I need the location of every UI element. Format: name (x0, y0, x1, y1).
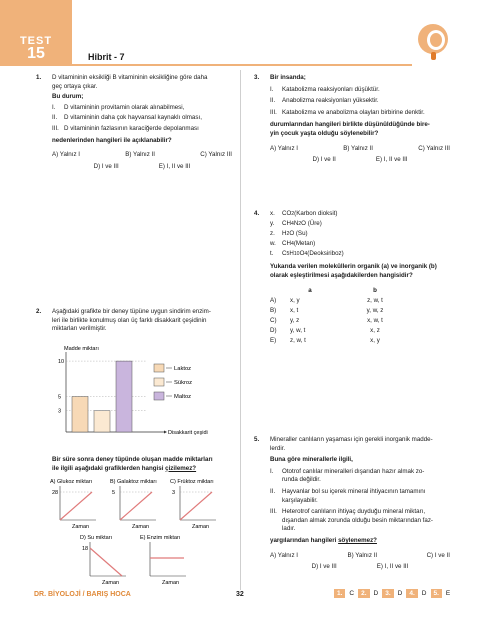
answer-number: 4. (406, 589, 417, 598)
mini-series-line (120, 492, 152, 520)
table-row[interactable]: C) y, z x, w, t (270, 316, 383, 324)
legend-swatch (154, 378, 164, 386)
legend-label: Sükroz (174, 380, 193, 386)
statement-item: II. D vitamininin daha çok hayvansal kaynaklı olması, (52, 114, 202, 122)
options-row (270, 156, 450, 165)
question-emphasis: söylenemez? (338, 536, 377, 544)
option-e[interactable]: E) I, II ve III (376, 563, 409, 571)
question-2-prompt (52, 456, 232, 473)
mini-x-label: Zaman (132, 524, 150, 530)
options-row (270, 552, 450, 561)
tick-label: 5 (58, 394, 62, 401)
mini-chart-title: A) Glukoz miktarı (50, 479, 93, 485)
bar-sükroz (94, 411, 110, 432)
tick-label: 3 (58, 408, 62, 415)
mini-series-line (180, 492, 212, 520)
question-prompt: Bir süre sonra deney tüpünde oluşan madde miktarları (52, 456, 213, 463)
question-1 (36, 74, 232, 171)
mini-tick-label: 3 (172, 490, 176, 496)
bar-laktoz (72, 397, 88, 432)
question-prompt: ile ilgili aşağıdaki grafiklerden hangisi (52, 464, 166, 472)
statement-item: II. Hayvanlar bol su içerek mineral ihtiyacının tamamını karşılayabilir. (270, 487, 426, 504)
mini-chart-title: B) Galaktoz miktarı (110, 479, 157, 485)
question-stem: Mineraller canlıların yaşaması için gerekli inorganik madde- (270, 436, 433, 443)
answer-number: 2. (358, 589, 369, 598)
mini-chart-title: C) Früktoz miktarı (170, 479, 214, 485)
options-row (52, 163, 232, 172)
legend-swatch (154, 364, 164, 372)
mini-tick-label: 28 (52, 490, 59, 496)
logo-accent-icon (431, 52, 436, 60)
question-lead: Buna göre minerallerle ilgili, (270, 456, 353, 464)
table-row[interactable]: A) x, y z, w, t (270, 296, 383, 304)
test-label: TEST (19, 35, 53, 47)
mini-series-line (60, 492, 92, 520)
statement-item: I. D vitamininin provitamin olarak alınabilmesi, (52, 103, 185, 111)
statement-item: III. D vitamininin fazlasının karaciğerde depolanması (52, 124, 199, 132)
y-axis-label: Madde miktarı (64, 346, 99, 352)
question-stem: geç ortaya çıkar. (52, 82, 98, 90)
answer-number: 5. (431, 589, 442, 598)
option-b[interactable]: B) Yalnız II (343, 144, 373, 152)
table-row[interactable]: D) y, w, t x, z (270, 326, 380, 334)
answer-value: D (421, 590, 427, 597)
option-c[interactable]: C) Yalnız III (418, 144, 450, 152)
question-prompt: olarak eşleştirilmesi aşağıdakilerden hangisidir? (270, 271, 413, 279)
mini-x-label: Zaman (102, 580, 120, 586)
question-emphasis: çizilemez? (165, 464, 197, 472)
option-c[interactable]: C) Yalnız III (200, 151, 232, 159)
question-number: 1. (36, 74, 42, 81)
question-3 (254, 74, 450, 165)
publisher-logo-icon (418, 24, 448, 54)
test-number: 15 (27, 45, 45, 62)
molecule-item: y. CH 4 N 2 O (Üre) (270, 220, 322, 227)
question-stem: leri ile birlikte konulmuş olan üç farklı disakkarit çeşidinin (52, 316, 207, 324)
option-a[interactable]: A) Yalnız I (270, 551, 298, 559)
question-lead: Bu durum; (52, 93, 84, 101)
option-e[interactable]: E) I, II ve III (375, 156, 408, 164)
statement-item: I. Ototrof canlılar mineralleri dışarıdan hazır almak zo- runda değildir. (270, 467, 425, 484)
option-a[interactable]: A) Yalnız I (270, 144, 298, 152)
mini-series-line (90, 548, 122, 576)
question-number: 5. (254, 436, 260, 443)
question-stem: Aşağıdaki grafikte bir deney tüpüne uygun sindirim enzim- (52, 308, 211, 315)
question-prompt: nedenlerinden hangileri ile açıklanabilir? (52, 136, 172, 144)
header-rule (72, 64, 412, 66)
mini-x-label: Zaman (192, 524, 210, 530)
molecule-item: t. C 5 H 10 O 4 (Deoksiriboz) (270, 250, 344, 257)
molecule-item: x. CO 2 (Karbon dioksit) (270, 210, 338, 217)
option-d[interactable]: D) I ve II (312, 156, 336, 164)
answer-number: 1. (334, 589, 345, 598)
question-stem: D vitamininin eksikliği B vitamininin eksikliğine göre daha (52, 74, 208, 81)
option-c[interactable]: C) I ve II (426, 551, 450, 559)
options-row (270, 563, 450, 572)
question-lead: Bir insanda; (270, 74, 306, 81)
page-header (0, 0, 480, 66)
answer-mini-charts (44, 476, 240, 586)
disaccharide-bar-chart (44, 342, 234, 452)
option-b[interactable]: B) Yalnız II (347, 551, 378, 559)
mini-chart-title: E) Enzim miktarı (140, 535, 181, 541)
question-4 (254, 210, 450, 346)
page-number: 32 (236, 591, 244, 598)
option-a[interactable]: A) Yalnız I (52, 151, 80, 159)
question-stem: miktarları verilmiştir. (52, 325, 107, 333)
x-axis-arrow-icon (164, 431, 167, 434)
answer-number: 3. (382, 589, 393, 598)
question-prompt: yargılarından hangileri (270, 536, 339, 544)
question-number: 3. (254, 74, 260, 81)
table-row[interactable]: B) x, t y, w, z (270, 306, 384, 314)
molecule-item: w. CH 4 (Metan) (270, 240, 316, 247)
tick-label: 10 (58, 359, 65, 366)
table-header: a b (308, 286, 377, 294)
option-b[interactable]: B) Yalnız II (125, 151, 155, 159)
question-2 (36, 308, 232, 334)
question-number: 4. (254, 210, 260, 217)
molecule-item: z. H 2 O (Su) (270, 230, 308, 237)
answer-value: E (445, 590, 451, 597)
matching-options-table (270, 286, 450, 346)
legend-swatch (154, 392, 164, 400)
option-d[interactable]: D) I ve III (93, 162, 119, 170)
question-prompt: yin çocuk yaşta olduğu söylenebilir? (270, 129, 379, 137)
mini-x-label: Zaman (72, 524, 90, 530)
page-footer (0, 586, 480, 606)
question-5 (254, 436, 450, 572)
statement-item: III. Katabolizma ve anabolizma olayları birbirine denktir. (270, 108, 425, 116)
answer-value: D (373, 590, 379, 597)
answer-value: D (397, 590, 403, 597)
legend-label: Laktoz (174, 366, 192, 372)
bar-maltoz (116, 361, 132, 432)
answer-value: C (349, 590, 355, 597)
statement-item: I. Katabolizma reaksiyonları düşüktür. (270, 85, 380, 93)
mini-tick-label: 18 (82, 546, 89, 552)
question-prompt: durumlarından hangileri birlikte düşünüldüğünde bire- (270, 121, 430, 129)
table-row[interactable]: E) z, w, t x, y (270, 336, 380, 344)
footer-brand: DR. BİYOLOJİ / BARIŞ HOCA (34, 591, 131, 598)
legend-label: Maltoz (174, 394, 192, 400)
statement-item: II. Anabolizma reaksiyonları yüksektir. (270, 97, 379, 105)
mini-x-label: Zaman (162, 580, 180, 586)
x-axis-label: Disakkarit çeşidi (168, 430, 208, 436)
test-badge (0, 0, 72, 66)
mini-tick-label: 5 (112, 490, 116, 496)
options-row (270, 145, 450, 154)
column-divider (240, 70, 241, 590)
option-d[interactable]: D) I ve III (311, 563, 337, 571)
options-row (52, 151, 232, 160)
statement-item: III. Heterotrof canlıların ihtiyaç duyduğu mineral miktarı, dışarıdan almak zorunda olduğu besin miktarından faz- ladır. (270, 508, 433, 533)
test-title: Hibrit - 7 (88, 52, 125, 62)
question-stem: lerdir. (270, 444, 286, 452)
answer-key (334, 589, 452, 598)
option-e[interactable]: E) I, II ve III (158, 162, 191, 170)
mini-chart-title: D) Su miktarı (80, 535, 113, 541)
question-prompt: Yukarıda verilen moleküllerin organik (a) ve inorganik (b) (270, 263, 437, 270)
question-number: 2. (36, 308, 42, 315)
